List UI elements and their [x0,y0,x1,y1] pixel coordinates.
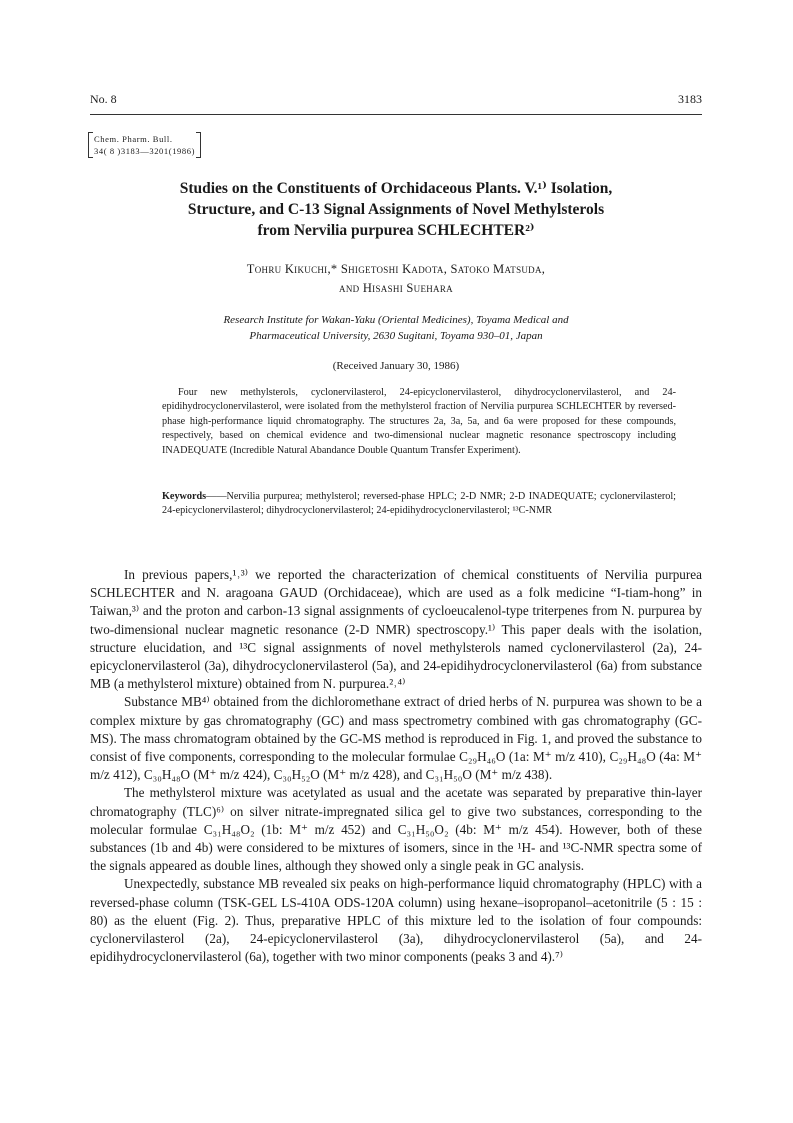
journal-issue-label: No. 8 [90,92,117,106]
page-number: 3183 [678,92,702,106]
citation-box [88,132,201,158]
running-head [90,92,702,112]
keywords [162,490,676,519]
affiliation-line-2: Pharmaceutical University, 2630 Sugitani, Toyama 930–01, Japan [249,330,543,342]
article-body [90,566,702,966]
affiliation-line-1: Research Institute for Wakan-Yaku (Oriental Medicines), Toyama Medical and [223,314,569,326]
citation-volume: 34( 8 )3183—3201(1986) [94,146,196,156]
author-list [110,260,682,298]
citation-journal: Chem. Pharm. Bull. [94,134,173,144]
body-paragraph: In previous papers,¹˒³⁾ we reported the characterization of chemical constituents of Nervilia purpurea SCHLECHTER and N. aragoana GAUD (Orchidaceae), which are used as a folk medicine “I-tiam-hong” in Taiwan,³⁾ and the proton and carbon-13 signal assignments of cycloeucalenol-type triterpenes from N. purpurea by two-dimensional nuclear magnetic resonance (2-D NMR) spectroscopy.¹⁾ This paper deals with the isolation, structure elucidation, and ¹³C signal assignments of novel methylsterols named cyclonervilasterol (2a), 24-epicyclonervilasterol (3a), dihydrocyclonervilasterol (5a), and 24-epidihydrocyclonervilasterol (6a) from substance MB (a methylsterol mixture) obtained from N. purpurea.²˒⁴⁾ [90,567,702,692]
abstract-text: Four new methylsterols, cyclonervilasterol, 24-epicyclonervilasterol, dihydrocyclonervilasterol, and 24-epidihydrocyclonervilasterol, were isolated from the methylsterol fraction of Nervilia purpurea SCHLECHTER by reversed-phase high-performance liquid chromatography. The structures 2a, 3a, 5a, and 6a were proposed for these compounds, respectively, based on chemical evidence and two-dimensional nuclear magnetic resonance spectroscopy including INADEQUATE (Incredible Natural Abandance Double Quantum Transfer Experiment). [162,387,676,456]
body-paragraph: Unexpectedly, substance MB revealed six peaks on high-performance liquid chromatography (HPLC) with a reversed-phase column (TSK-GEL LS-410A ODS-120A column) using hexane–isopropanol–acetonitrile (5 : 15 : 80) as the eluent (Fig. 2). Thus, preparative HPLC of this mixture led to the isolation of four compounds: cyclonervilasterol (2a), 24-epicyclonervilasterol (3a), dihydrocyclonervilasterol (5a), and 24-epidihydrocyclonervilasterol (6a), together with two minor components (peaks 3 and 4).⁷⁾ [90,876,702,965]
body-paragraph: The methylsterol mixture was acetylated as usual and the acetate was separated by preparative thin-layer chromatography (TLC)⁶⁾ on silver nitrate-impregnated silica gel to give two substances, corresponding to the molecular formulae C₃₁H₄₈O₂ (1b: M⁺ m/z 452) and C₃₁H₅₀O₂ (4b: M⁺ m/z 454). However, both of these substances (1b and 4b) were considered to be mixtures of isomers, since in the ¹H- and ¹³C-NMR spectra some of the signals appeared as double lines, although they showed only a single peak in GC analysis. [90,785,702,874]
header-rule [90,114,702,115]
body-paragraph: Substance MB⁴⁾ obtained from the dichloromethane extract of dried herbs of N. purpurea was shown to be a complex mixture by gas chromatography (GC) and mass spectrometry combined with gas chromatography (GC-MS). The mass chromatogram obtained by the GC-MS method is reproduced in Fig. 1, and proved the substance to consist of five components, corresponding to the molecular formulae C₂₉H₄₆O (1a: M⁺ m/z 410), C₂₉H₄₈O (4a: M⁺ m/z 412), C₃₀H₄₈O (M⁺ m/z 424), C₃₀H₅₂O (M⁺ m/z 428), and C₃₁H₅₀O (M⁺ m/z 438). [90,694,702,783]
title-line-3: from Nervilia purpurea SCHLECHTER²⁾ [257,222,535,239]
title-line-1: Studies on the Constituents of Orchidaceous Plants. V.¹⁾ Isolation, [179,180,613,197]
keywords-label: Keywords [162,491,207,502]
title-line-2: Structure, and C-13 Signal Assignments of Novel Methylsterols [187,201,605,218]
article-title [110,178,682,241]
authors-line-1: Tohru Kikuchi,* Shigetoshi Kadota, Satoko Matsuda, [246,262,546,276]
affiliation [110,312,682,344]
keywords-text: ——Nervilia purpurea; methylsterol; reversed-phase HPLC; 2-D NMR; 2-D INADEQUATE; cyclonervilasterol; 24-epicyclonervilasterol; dihydrocyclonervilasterol; 24-epidihydrocyclonervilasterol; ¹³C-NMR [162,491,676,517]
authors-line-2: and Hisashi Suehara [339,281,453,295]
abstract [162,386,676,458]
received-date: (Received January 30, 1986) [332,360,460,372]
